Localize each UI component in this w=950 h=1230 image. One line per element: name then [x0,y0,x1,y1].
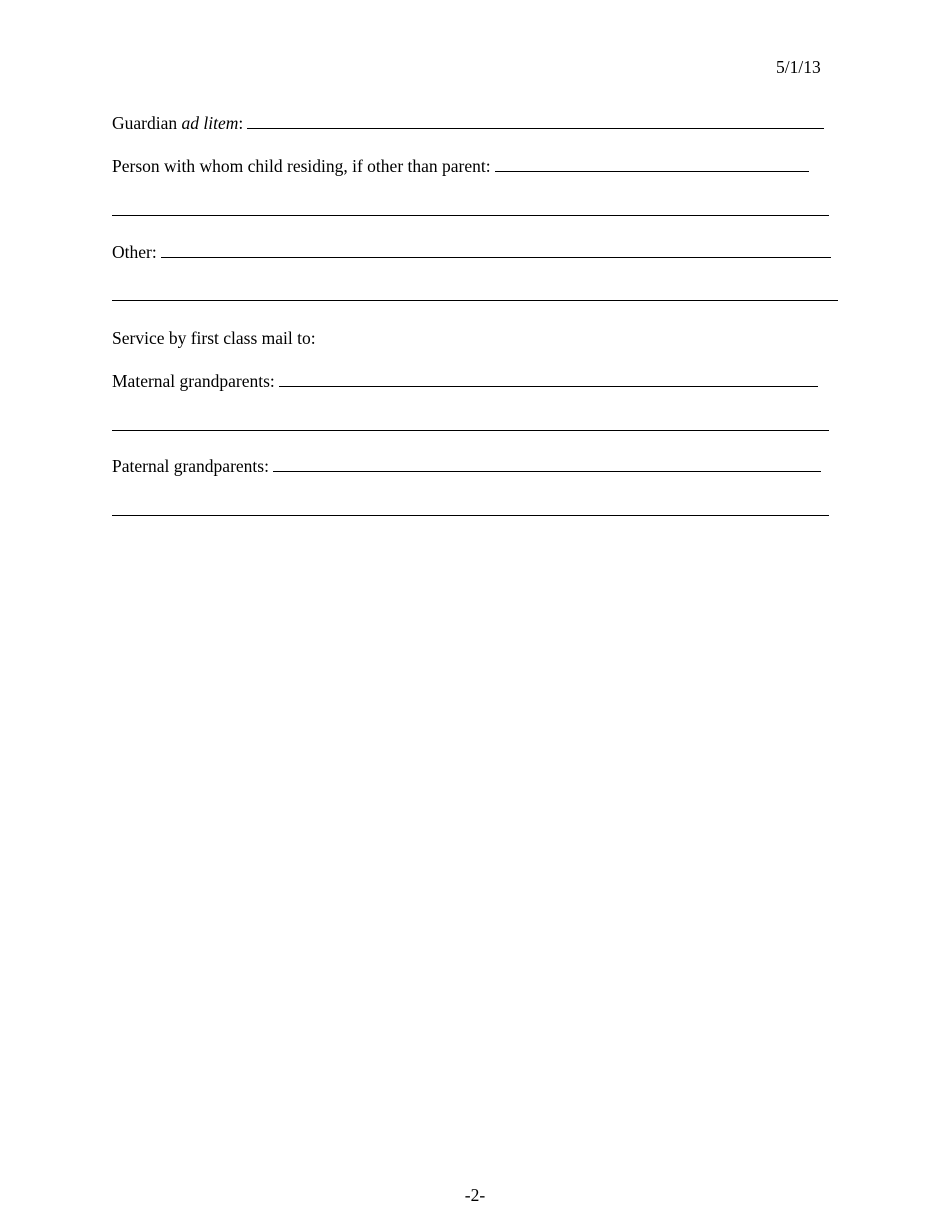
guardian-label-suffix: : [238,113,244,133]
guardian-label-italic: ad litem [181,113,239,133]
maternal-grandparents-label: Maternal grandparents: [112,371,275,391]
document-date: 5/1/13 [776,57,821,77]
guardian-ad-litem-blank[interactable] [247,127,824,129]
guardian-ad-litem-label [112,112,243,134]
other-continuation-line[interactable] [112,300,838,301]
paternal-grandparents-continuation-line[interactable] [112,515,829,516]
service-heading-row [112,327,316,349]
page-number: -2- [464,1185,486,1205]
maternal-grandparents-continuation-line[interactable] [112,430,829,431]
guardian-ad-litem-row [112,112,824,134]
person-residing-row [112,155,809,177]
maternal-grandparents-row [112,370,818,392]
other-row [112,241,831,263]
paternal-grandparents-blank[interactable] [273,470,821,472]
maternal-grandparents-blank[interactable] [279,385,818,387]
person-residing-continuation-line[interactable] [112,215,829,216]
other-label: Other: [112,242,157,262]
paternal-grandparents-label: Paternal grandparents: [112,456,269,476]
person-residing-label: Person with whom child residing, if other than parent: [112,156,491,176]
service-heading: Service by first class mail to: [112,328,316,348]
other-blank[interactable] [161,256,831,258]
person-residing-blank[interactable] [495,170,809,172]
guardian-label-prefix: Guardian [112,113,182,133]
paternal-grandparents-row [112,455,821,477]
